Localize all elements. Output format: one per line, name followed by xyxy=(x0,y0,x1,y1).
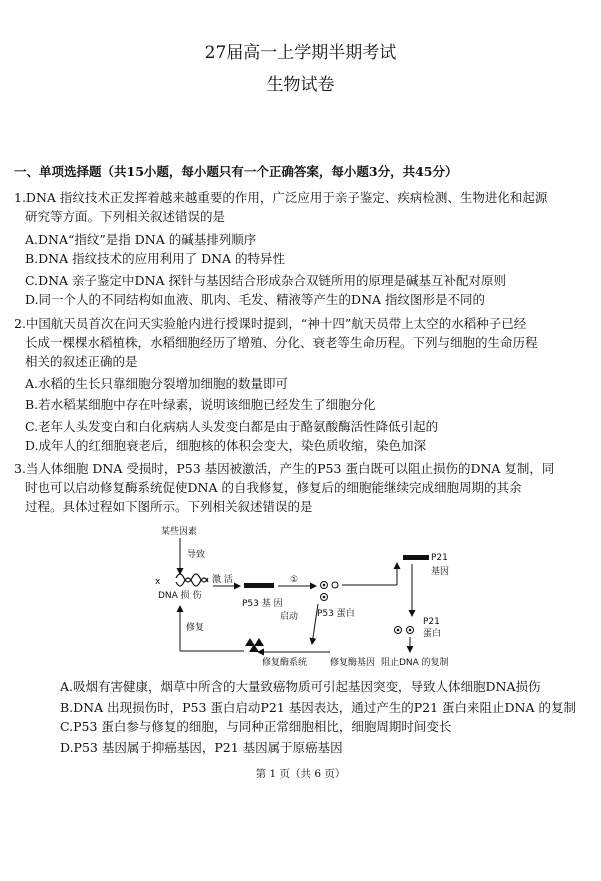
step-one-label: ① xyxy=(290,575,299,585)
q3-stem-line-1: 3.当人体细胞 DNA 受损时，P53 基因被激活，产生的P53 蛋白既可以阻止损伤的DNA 复制，同 xyxy=(14,461,555,476)
x-mark: x xyxy=(155,577,161,587)
q2-option-b: B.若水稻某细胞中存在叶绿素，说明该细胞已经发生了细胞分化 xyxy=(25,397,376,412)
p53-gene-label: P53 基 因 xyxy=(242,599,283,609)
block-label: 阻止DNA 的复制 xyxy=(381,658,449,668)
p21-protein-label-2: 蛋白 xyxy=(423,629,442,639)
page-footer: 第 1 页（共 6 页） xyxy=(255,768,346,780)
q1-option-c: C.DNA 亲子鉴定中DNA 探针与基因结合形成杂合双链所用的原理是碱基互补配对原则 xyxy=(25,273,507,288)
q2-option-c: C.老年人头发变白和白化病病人头发变白都是由于酪氨酸酶活性降低引起的 xyxy=(25,419,439,434)
q2-stem-line-2: 长成一棵棵水稻植株，水稻细胞经历了增殖、分化、衰老等生命历程。下列与细胞的生命历程 xyxy=(25,335,538,350)
q3-option-b: B.DNA 出现损伤时，P53 蛋白启动P21 基因表达，通过产生的P21 蛋白来阻止DNA 的复制 xyxy=(60,700,576,715)
repair-enzyme-icon xyxy=(245,638,255,646)
p21-gene-label-1: P21 xyxy=(431,553,448,563)
q2-option-a: A.水稻的生长只靠细胞分裂增加细胞的数量即可 xyxy=(25,376,289,391)
cause-label: 导致 xyxy=(187,550,206,560)
section-heading: 一、单项选择题（共15小题，每小题只有一个正确答案，每小题3分，共45分） xyxy=(14,164,458,179)
p53-gene-bar xyxy=(244,583,274,588)
repair-system-label: 修复酶系统 xyxy=(262,658,308,668)
p53-protein-label: P53 蛋白 xyxy=(317,609,355,619)
q1-stem-line-2: 研究等方面。下列相关叙述错误的是 xyxy=(25,209,226,224)
q1-stem-line-1: 1.DNA 指纹技术正发挥着越来越重要的作用，广泛应用于亲子鉴定、疾病检测、生物进化和起源 xyxy=(14,190,548,205)
q1-option-b: B.DNA 指纹技术的应用利用了 DNA 的特异性 xyxy=(25,251,286,266)
dna-damage-label: DNA 损 伤 xyxy=(158,591,202,601)
exam-subtitle: 生物试卷 xyxy=(266,75,335,95)
q2-option-d: D.成年人的红细胞衰老后，细胞核的体积会变大，染色质收缩，染色加深 xyxy=(25,438,427,453)
q1-option-a: A.DNA“指纹”是指 DNA 的碱基排列顺序 xyxy=(25,232,257,247)
q3-option-c: C.P53 蛋白参与修复的细胞，与同种正常细胞相比，细胞周期时间变长 xyxy=(60,719,452,734)
q3-option-d: D.P53 基因属于抑癌基因，P21 基因属于原癌基因 xyxy=(60,740,343,755)
p21-gene-bar xyxy=(403,555,429,560)
q2-stem-line-3: 相关的叙述正确的是 xyxy=(25,354,138,369)
exam-title: 27届高一上学期半期考试 xyxy=(204,43,397,63)
q3-stem-line-2: 时也可以启动修复酶系统促使DNA 的自我修复，修复后的细胞能继续完成细胞周期的其余 xyxy=(25,480,522,495)
p21-gene-label-2: 基因 xyxy=(431,567,450,577)
q2-stem-line-1: 2.中国航天员首次在问天实验舱内进行授课时提到，“神十四”航天员带上太空的水稻种子已经 xyxy=(14,316,527,331)
q3-option-a: A.吸烟有害健康，烟草中所含的大量致癌物质可引起基因突变，导致人体细胞DNA损伤 xyxy=(60,679,541,694)
repair-gene-label: 修复酶基因 xyxy=(330,658,376,668)
activate-label: 激 活 xyxy=(212,575,233,585)
start-label: 启动 xyxy=(280,612,299,622)
repair-gene-arrow xyxy=(312,604,318,644)
repair-label: 修复 xyxy=(186,623,205,633)
p21-protein-label-1: P21 xyxy=(423,617,440,627)
p53-pathway-diagram xyxy=(0,520,601,672)
factors-label: 某些因素 xyxy=(161,527,198,537)
q3-stem-line-3: 过程。具体过程如下图所示。下列相关叙述错误的是 xyxy=(25,499,313,514)
q1-option-d: D.同一个人的不同结构如血液、肌肉、毛发、精液等产生的DNA 指纹图形是不同的 xyxy=(25,292,486,307)
